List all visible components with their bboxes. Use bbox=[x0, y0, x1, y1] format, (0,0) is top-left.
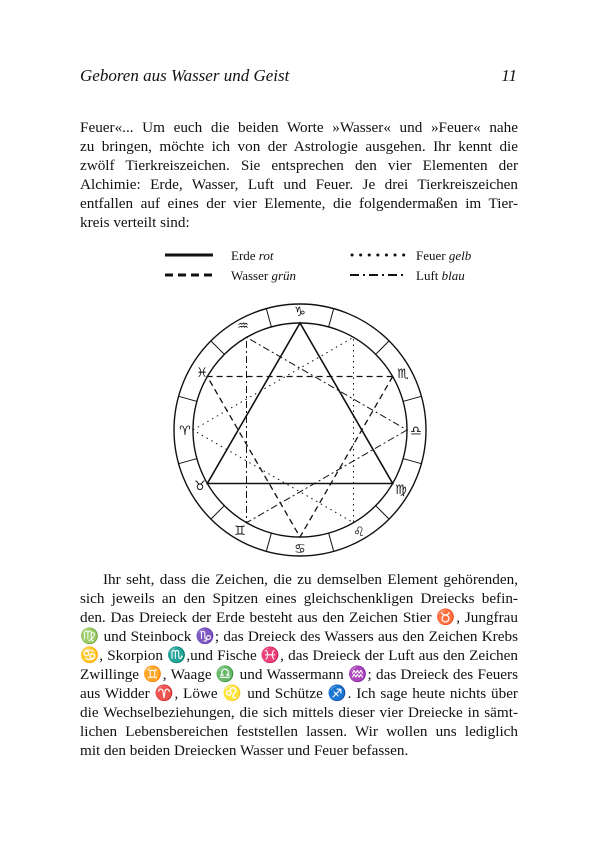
chapter-title: Geboren aus Wasser und Geist bbox=[80, 66, 290, 85]
gemini-symbol: ♊ bbox=[234, 524, 246, 539]
earth-triangle bbox=[207, 323, 392, 484]
text-line: Ihr seht, dass die Zeichen, die zu demselben Element gehörenden, bbox=[103, 571, 518, 588]
text-line: aus Widder ♈, Löwe ♌ und Schütze ♐. Ich sage heute nichts über bbox=[80, 685, 518, 702]
text-line: die Wechselbeziehungen, die sich mittels dieser vier Dreiecke in sämt- bbox=[80, 704, 518, 721]
aries-symbol: ♈ bbox=[179, 424, 191, 439]
virgo-symbol: ♍ bbox=[395, 483, 407, 498]
legend-color: gelb bbox=[448, 248, 472, 263]
water-triangle bbox=[207, 377, 392, 538]
text-line: kreis verteilt sind: bbox=[80, 214, 190, 231]
fire-triangle bbox=[193, 337, 354, 522]
text-line: lichen Lebensbereichen feststellen lassen. Wir wollen uns lediglich bbox=[80, 723, 518, 740]
legend-color: rot bbox=[258, 248, 274, 263]
text-line: zwölf Tierkreiszeichen. Sie entsprechen den vier Elementen der bbox=[80, 157, 518, 174]
taurus-symbol: ♉ bbox=[194, 479, 206, 494]
page-header bbox=[80, 66, 517, 90]
text-line: ♍ und Steinbock ♑; das Dreieck des Wassers aus den Zeichen Krebs bbox=[80, 628, 518, 645]
aquarius-symbol: ♒ bbox=[237, 319, 249, 334]
dash-dot-line-icon bbox=[350, 268, 406, 282]
text-line: zu bringen, möchte ich von der Astrologie ausgehen. Ihr kennt die bbox=[80, 138, 518, 155]
libra-symbol: ♎ bbox=[410, 424, 422, 439]
inner-circle bbox=[193, 323, 407, 537]
text-line: entfallen auf eines der vier Elemente, die folgendermaßen im Tier- bbox=[80, 195, 518, 212]
text-line: mit den beiden Dreiecken Wasser und Feuer befassen. bbox=[80, 742, 409, 759]
element-legend bbox=[165, 246, 485, 290]
capricorn-symbol: ♑ bbox=[294, 305, 306, 320]
cancer-symbol: ♋ bbox=[294, 542, 306, 557]
text-line: ♋, Skorpion ♏,und Fische ♓, das Dreieck der Luft aus den Zeichen bbox=[80, 647, 518, 664]
leo-symbol: ♌ bbox=[353, 525, 365, 540]
dotted-line-icon bbox=[350, 248, 406, 262]
solid-line-icon bbox=[165, 248, 215, 262]
intro-paragraph bbox=[80, 118, 518, 232]
legend-label: Feuer bbox=[416, 248, 446, 263]
legend-label: Luft bbox=[416, 268, 439, 283]
text-line: den. Das Dreieck der Erde besteht aus den Zeichen Stier ♉, Jungfrau bbox=[80, 609, 518, 626]
legend-label: Wasser bbox=[231, 268, 269, 283]
legend-luft bbox=[350, 266, 490, 286]
sector-dividers bbox=[179, 309, 422, 552]
legend-wasser bbox=[165, 266, 325, 286]
legend-color: grün bbox=[271, 268, 297, 283]
text-line: Feuer«... Um euch die beiden Worte »Wasser« und »Feuer« nahe bbox=[80, 119, 518, 136]
dashed-line-icon bbox=[165, 268, 215, 282]
legend-feuer bbox=[350, 246, 490, 266]
legend-erde bbox=[165, 246, 325, 266]
zodiac-wheel-diagram bbox=[172, 302, 428, 558]
legend-color: blau bbox=[441, 268, 465, 283]
text-line: Zwillinge ♊, Waage ♎ und Wassermann ♒; das Dreieck des Feuers bbox=[80, 666, 518, 683]
text-line: sich jeweils an den Spitzen eines gleichschenkligen Dreiecks befin- bbox=[80, 590, 518, 607]
pisces-symbol: ♓ bbox=[196, 366, 208, 381]
scorpio-symbol: ♏ bbox=[397, 367, 409, 382]
text-line: Alchimie: Erde, Wasser, Luft und Feuer. Je drei Tierkreiszeichen bbox=[80, 176, 518, 193]
page-number: 11 bbox=[501, 66, 517, 85]
legend-label: Erde bbox=[231, 248, 256, 263]
air-triangle bbox=[247, 337, 408, 522]
explanation-paragraph bbox=[80, 570, 518, 760]
